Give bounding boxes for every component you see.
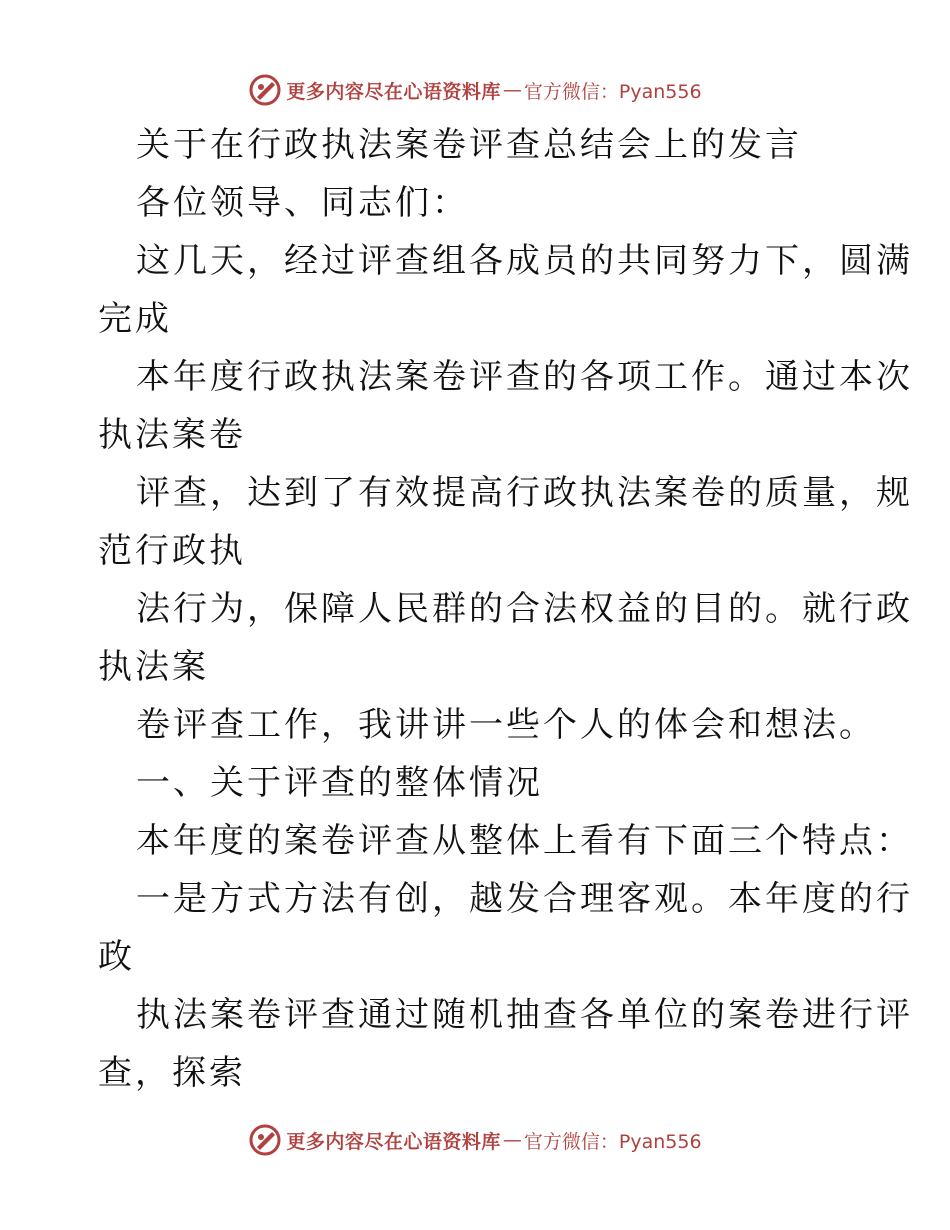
brand-logo-icon	[248, 1123, 282, 1157]
watermark-text: 更多内容尽在心语资料库	[286, 80, 501, 103]
brand-logo-icon	[248, 73, 282, 107]
footer-watermark	[0, 1120, 950, 1160]
watermark-wechat: 官方微信：Pyan556	[523, 80, 702, 103]
text-line: 这几天，经过评查组各成员的共同努力下，圆满	[136, 241, 913, 281]
header-watermark	[0, 70, 950, 110]
watermark-dash: —	[502, 1129, 522, 1151]
document-body	[98, 116, 913, 1102]
text-line: 卷评查工作，我讲讲一些个人的体会和想法。	[136, 705, 876, 745]
text-line: 法行为，保障人民群的合法权益的目的。就行政	[136, 589, 913, 629]
text-line: 执法案卷	[98, 415, 246, 455]
text-line: 政	[98, 937, 135, 977]
text-line: 评查，达到了有效提高行政执法案卷的质量，规	[136, 473, 913, 513]
text-line: 执法案卷评查通过随机抽查各单位的案卷进行评	[136, 995, 913, 1035]
text-line: 关于在行政执法案卷评查总结会上的发言	[136, 125, 802, 165]
text-line: 一是方式方法有创，越发合理客观。本年度的行	[136, 879, 913, 919]
text-line: 范行政执	[98, 531, 246, 571]
text-line: 本年度的案卷评查从整体上看有下面三个特点：	[136, 821, 913, 861]
text-line: 一、关于评查的整体情况	[136, 763, 543, 803]
watermark-dash: —	[502, 79, 522, 101]
watermark-wechat: 官方微信：Pyan556	[523, 1130, 702, 1153]
text-line: 本年度行政执法案卷评查的各项工作。通过本次	[136, 357, 913, 397]
watermark-text: 更多内容尽在心语资料库	[286, 1130, 501, 1153]
text-line: 执法案	[98, 647, 209, 687]
text-line: 查，探索	[98, 1053, 246, 1093]
text-line: 完成	[98, 299, 172, 339]
text-line: 各位领导、同志们：	[136, 183, 469, 223]
